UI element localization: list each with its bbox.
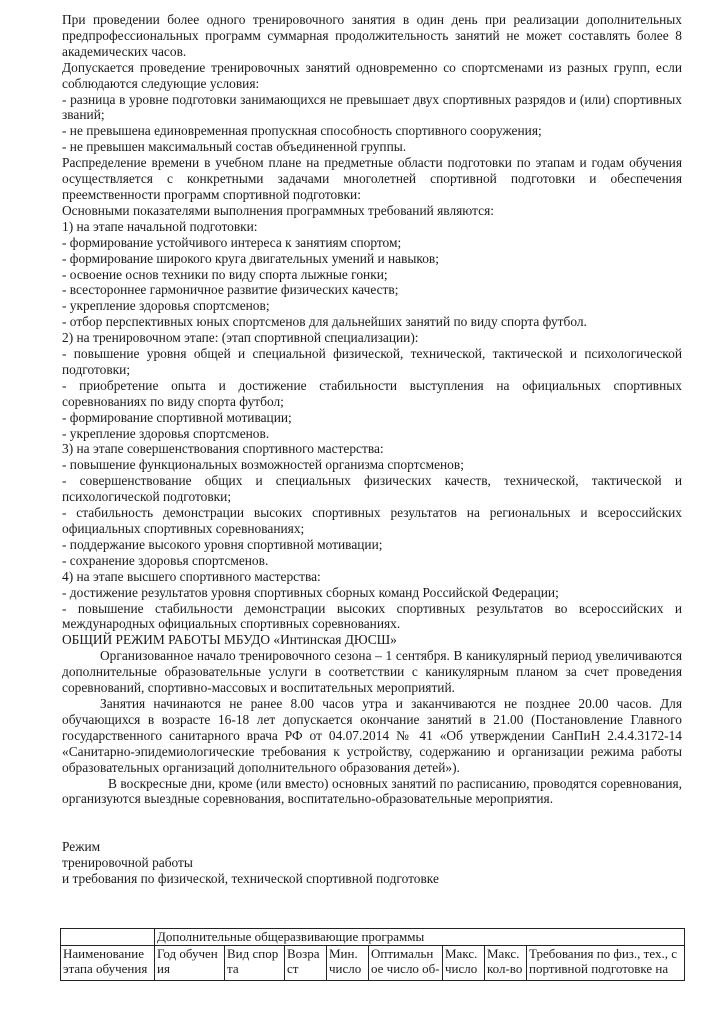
table-group-header: Дополнительные общеразвивающие программы xyxy=(155,929,685,946)
paragraph: - всестороннее гармоничное развитие физических качеств; xyxy=(62,282,399,298)
paragraph: - не превышена единовременная пропускная способность спортивного сооружения; xyxy=(62,123,542,139)
paragraph: 1) на этапе начальной подготовки: xyxy=(62,218,258,234)
paragraph: - повышение стабильности демонстрации высоких спортивных результатов во всероссийских и международных официальных спортивных соревнованиях. xyxy=(62,600,682,632)
spacer xyxy=(62,807,682,839)
paragraph: - освоение основ техники по виду спорта лыжные гонки; xyxy=(62,266,388,282)
column-header-year: Год обучения xyxy=(155,946,225,981)
table-caption-line: Режим xyxy=(62,839,101,855)
paragraph: Распределение времени в учебном плане на предметные области подготовки по этапам и годам обучения осуществляется с конкретными задачами многолетней спортивной подготовки и обеспечения преемственности программ спортивной подготовки: xyxy=(62,155,682,202)
table-header-row xyxy=(61,929,685,946)
paragraph: - формирование широкого круга двигательных умений и навыков; xyxy=(62,250,439,266)
paragraph: - разница в уровне подготовки занимающихся не превышает двух спортивных разрядов и (или) спортивных званий; xyxy=(62,91,682,123)
paragraph: - поддержание высокого уровня спортивной мотивации; xyxy=(62,536,383,552)
column-header-sport: Вид спорта xyxy=(225,946,285,981)
section-heading: ОБЩИЙ РЕЖИМ РАБОТЫ МБУДО «Интинская ДЮСШ» xyxy=(62,632,397,648)
paragraph: - приобретение опыта и достижение стабильности выступления на официальных спортивных соревнованиях по виду спорта футбол; xyxy=(62,377,682,409)
paragraph: - отбор перспективных юных спортсменов для дальнейших занятий по виду спорта футбол. xyxy=(62,314,587,330)
paragraph: - укрепление здоровья спортсменов. xyxy=(62,425,270,441)
paragraph: - стабильность демонстрации высоких спортивных результатов на региональных и всероссийских официальных спортивных соревнованиях; xyxy=(62,505,682,536)
paragraph: - повышение функциональных возможностей организма спортсменов; xyxy=(62,457,464,473)
paragraph: - сохранение здоровья спортсменов. xyxy=(62,552,269,568)
paragraph: 4) на этапе высшего спортивного мастерства: xyxy=(62,568,321,584)
paragraph: - совершенствование общих и специальных физических качеств, технической, тактической и психологической подготовки; xyxy=(62,473,682,505)
document-body xyxy=(62,12,682,887)
table-columns-row xyxy=(61,946,685,981)
table-cell-empty xyxy=(61,929,155,946)
paragraph: - формирование спортивной мотивации; xyxy=(62,409,292,425)
column-header-requirements: Требования по физ., тех., спортивной подготовке на xyxy=(527,946,685,981)
column-header-min-count: Мин. число xyxy=(327,946,369,981)
paragraph: - не превышен максимальный состав объединенной группы. xyxy=(62,139,407,155)
paragraph: 2) на тренировочном этапе: (этап спортивной специализации): xyxy=(62,330,419,346)
regime-paragraph: В воскресные дни, кроме (или вместо) основных занятий по расписанию, проводятся соревнования, организуются выездные соревнования, воспитательно-образовательные мероприятия. xyxy=(62,775,682,807)
paragraph: - укрепление здоровья спортсменов; xyxy=(62,298,270,314)
training-plan-table xyxy=(60,928,685,981)
column-header-max-count: Макс. число xyxy=(443,946,485,981)
regime-paragraph: Занятия начинаются не ранее 8.00 часов утра и заканчиваются не позднее 20.00 часов. Для обучающихся в возрасте 16-18 лет допускается окончание занятий в 21.00 (Постановление Главного государственного санитарного врача РФ от 04.07.2014 № 41 «Об утверждении СанПиН 2.4.4.3172-14 «Санитарно-эпидемиологические требования к устройству, содержанию и организации режима работы образовательных организаций дополнительного образования детей»). xyxy=(62,695,682,775)
paragraph: - формирование устойчивого интереса к занятиям спортом; xyxy=(62,234,402,250)
paragraph: - достижение результатов уровня спортивных сборных команд Российской Федерации; xyxy=(62,584,559,600)
paragraph: При проведении более одного тренировочного занятия в один день при реализации дополнительных предпрофессиональных программ суммарная продолжительность занятий не может составлять более 8 академических часов. xyxy=(62,12,682,59)
column-header-optimal-count: Оптимальное число об- xyxy=(369,946,443,981)
column-header-stage: Наименование этапа обучения xyxy=(61,946,155,981)
paragraph: Допускается проведение тренировочных занятий одновременно со спортсменами из разных групп, если соблюдаются следующие условия: xyxy=(62,59,682,91)
paragraph: - повышение уровня общей и специальной физической, технической, тактической и психологической подготовки; xyxy=(62,346,682,377)
column-header-age: Возраст xyxy=(285,946,327,981)
table-caption-line: и требования по физической, технической спортивной подготовке xyxy=(62,871,439,887)
regime-paragraph: Организованное начало тренировочного сезона – 1 сентября. В каникулярный период увеличиваются дополнительные образовательные услуги в соответствии с каникулярным планом за счет проведения соревнований, спортивно-массовых и воспитательных мероприятий. xyxy=(62,648,682,696)
column-header-max-quantity: Макс. кол-во xyxy=(485,946,527,981)
table-caption-line: тренировочной работы xyxy=(62,855,193,871)
paragraph: 3) на этапе совершенствования спортивного мастерства: xyxy=(62,441,384,457)
paragraph: Основными показателями выполнения программных требований являются: xyxy=(62,202,494,218)
